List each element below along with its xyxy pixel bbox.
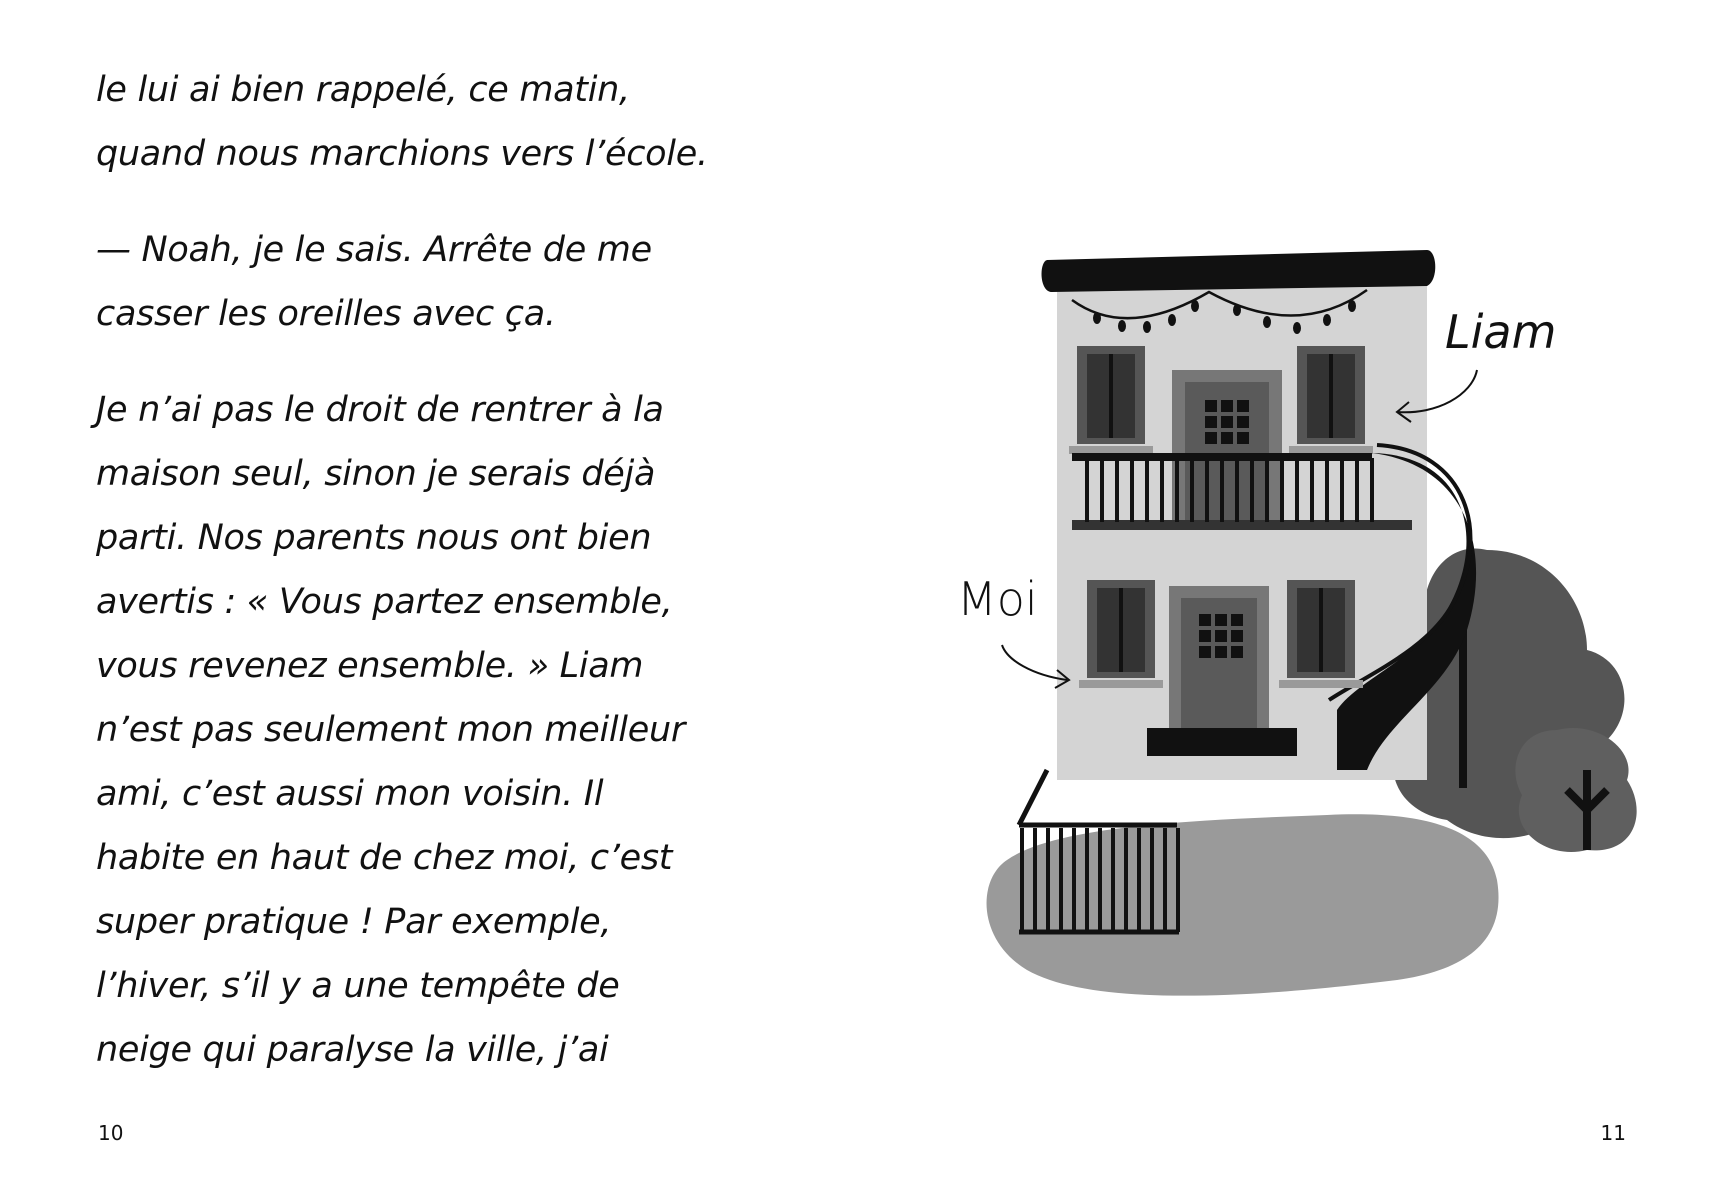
paragraph-3 xyxy=(96,378,796,1082)
right-page xyxy=(857,0,1714,1200)
door-lower-glass xyxy=(1199,614,1243,658)
balcony-floor xyxy=(1072,520,1412,530)
text-line: maison seul, sinon je serais déjà xyxy=(96,454,656,494)
roof-cornice xyxy=(1042,250,1436,292)
text-line: ami, c’est aussi mon voisin. Il xyxy=(96,774,604,814)
front-steps xyxy=(1147,728,1297,756)
text-line: avertis : « Vous partez ensemble, xyxy=(96,582,673,622)
text-line: vous revenez ensemble. » Liam xyxy=(96,646,644,686)
bush xyxy=(1515,728,1636,852)
house-drawing xyxy=(947,250,1667,1000)
text-line: n’est pas seulement mon meilleur xyxy=(96,710,685,750)
text-line: parti. Nos parents nous ont bien xyxy=(96,518,652,558)
door-upper-glass xyxy=(1205,400,1249,444)
text-line: quand nous marchions vers l’école. xyxy=(96,134,708,174)
text-line: Je n’ai pas le droit de rentrer à la xyxy=(96,390,664,430)
body-text xyxy=(96,58,796,1114)
paragraph-2 xyxy=(96,218,796,346)
page-number-right: 11 xyxy=(1600,1121,1626,1145)
ground-shadow xyxy=(987,814,1499,995)
text-line: l’hiver, s’il y a une tempête de xyxy=(96,966,620,1006)
house-illustration xyxy=(947,250,1667,1000)
text-line: super pratique ! Par exemple, xyxy=(96,902,612,942)
text-line: neige qui paralyse la ville, j’ai xyxy=(96,1030,609,1070)
label-moi: Moi xyxy=(957,572,1038,626)
text-line: le lui ai bien rappelé, ce matin, xyxy=(96,70,630,110)
page-number-left: 10 xyxy=(98,1121,124,1145)
label-liam: Liam xyxy=(1445,305,1557,359)
text-line: habite en haut de chez moi, c’est xyxy=(96,838,673,878)
text-line: — Noah, je le sais. Arrête de me xyxy=(96,230,652,270)
paragraph-1 xyxy=(96,58,796,186)
text-line: casser les oreilles avec ça. xyxy=(96,294,556,334)
